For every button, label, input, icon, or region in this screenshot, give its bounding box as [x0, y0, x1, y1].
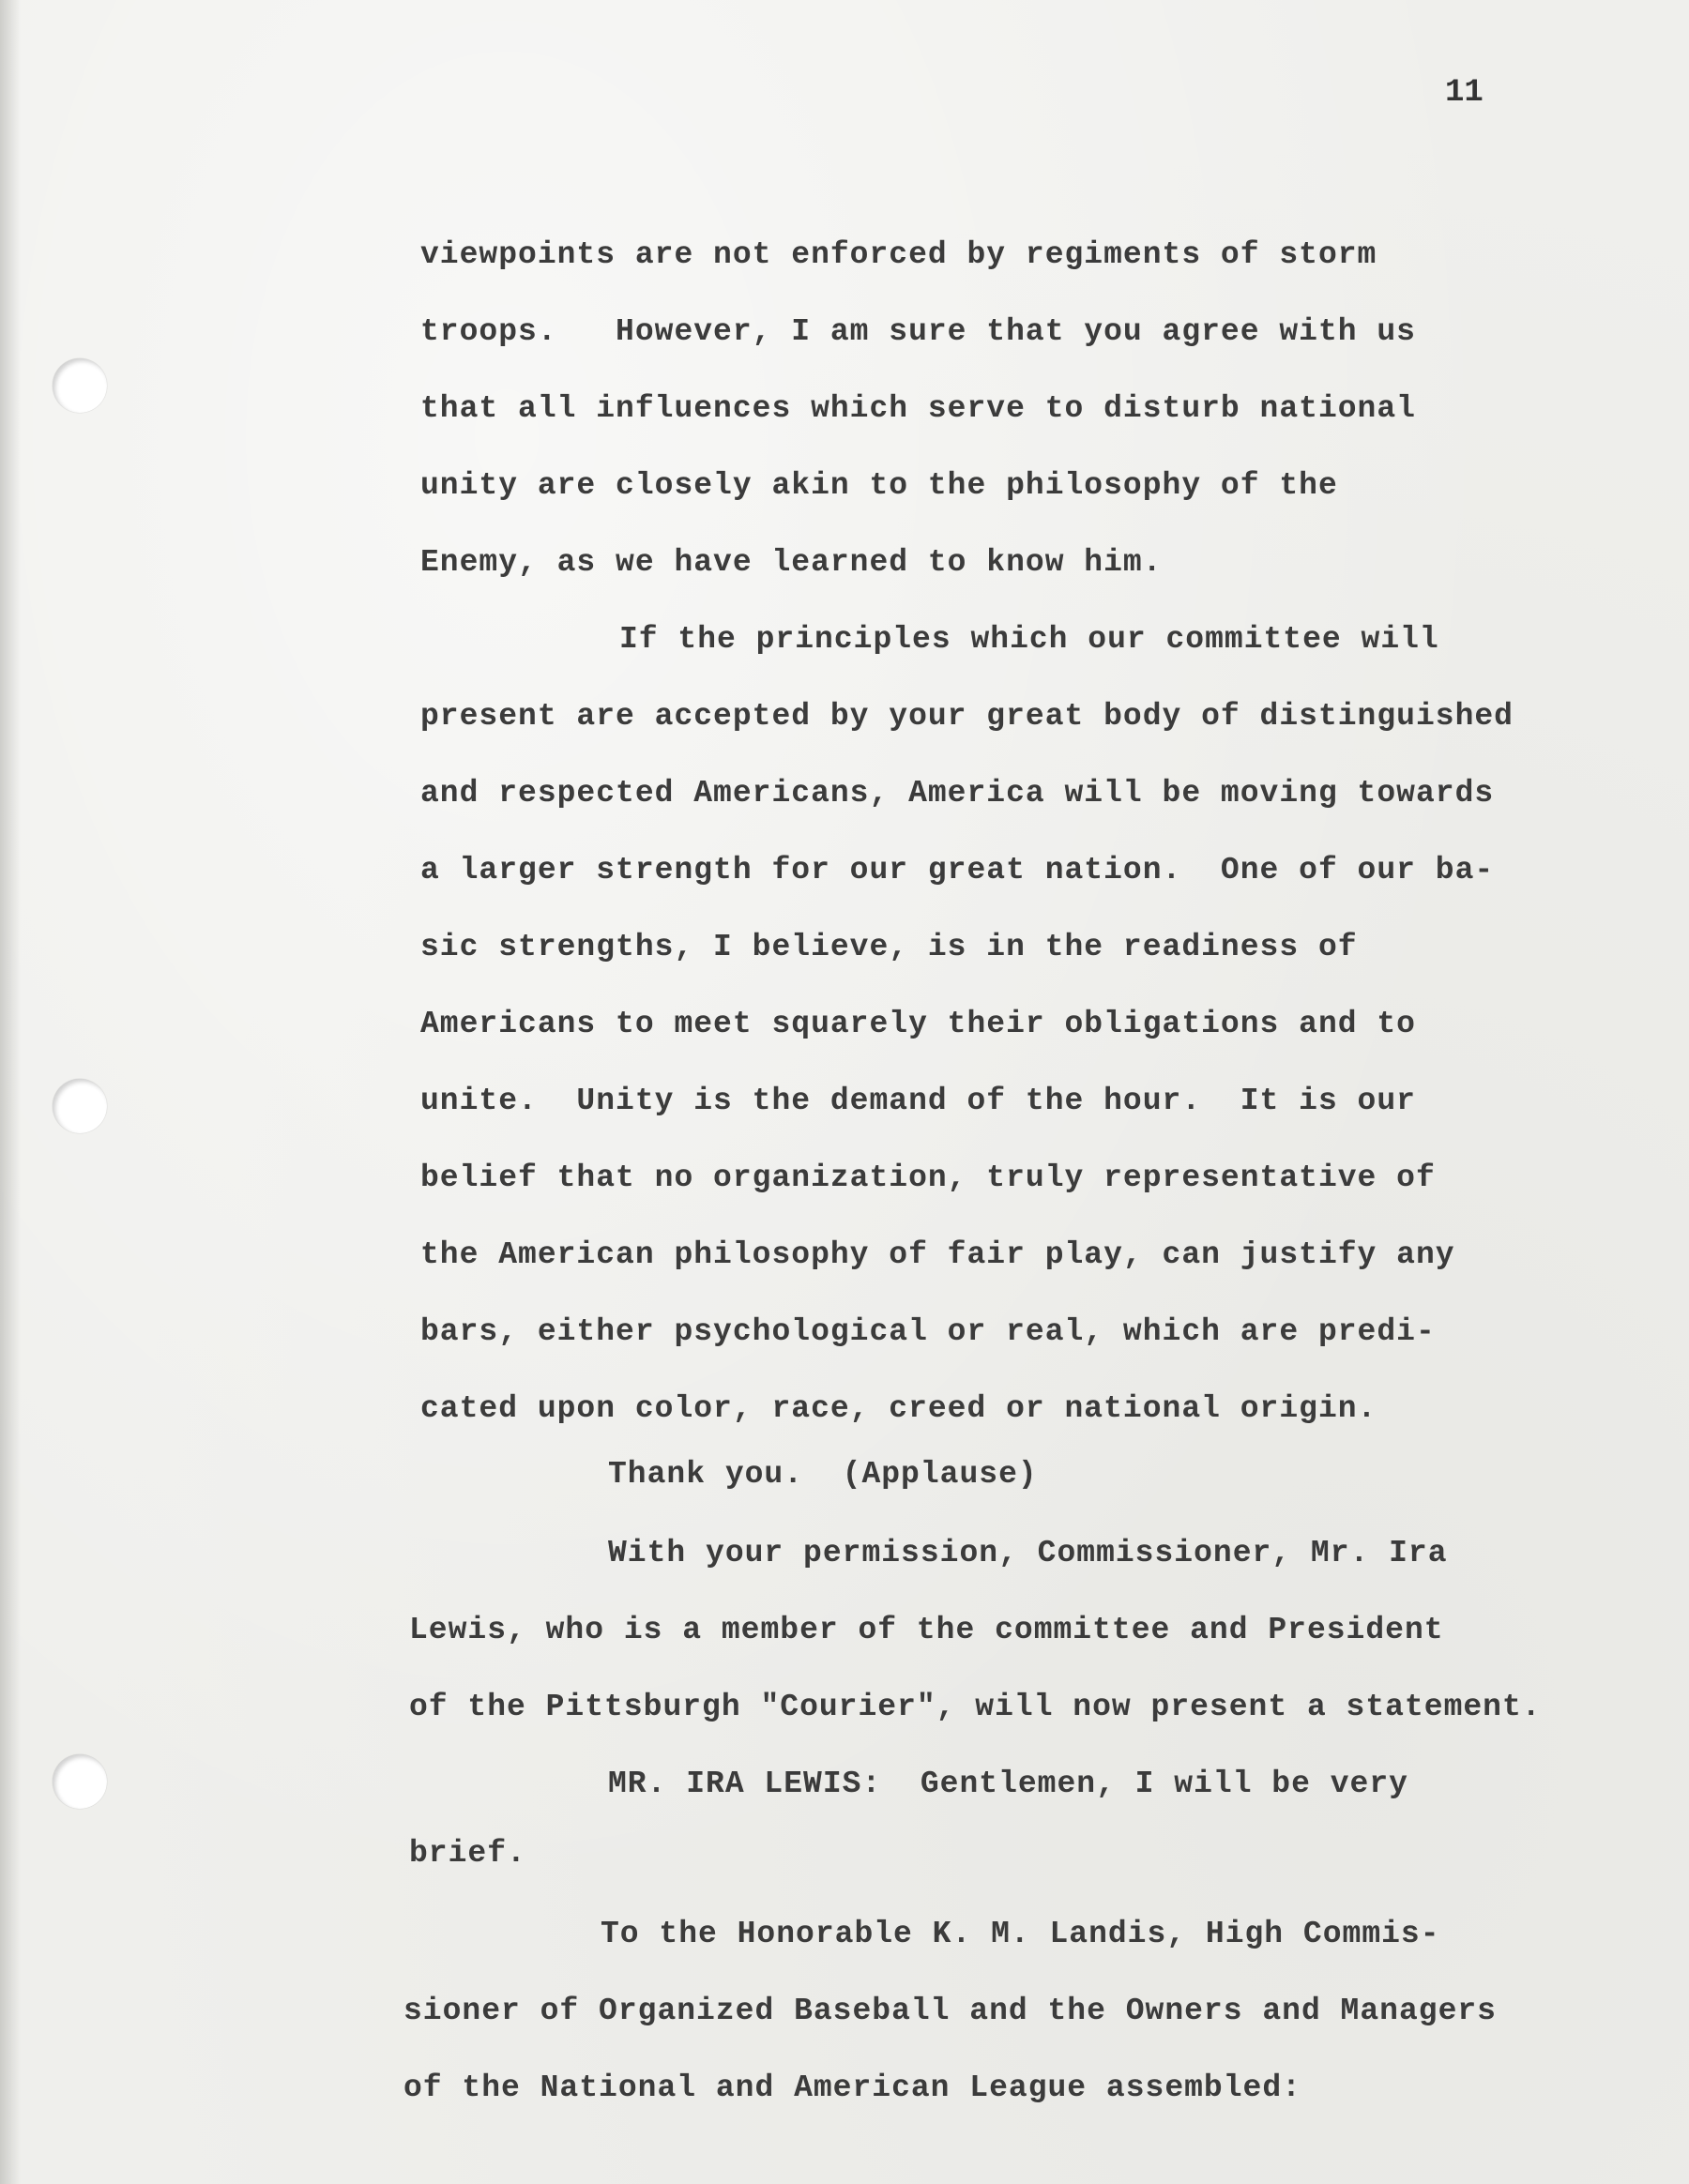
body-line: the American philosophy of fair play, can justify any: [420, 1237, 1455, 1272]
body-line: sic strengths, I believe, is in the readiness of: [420, 930, 1358, 964]
body-line: Lewis, who is a member of the committee and President: [409, 1613, 1444, 1647]
body-line: brief.: [409, 1836, 526, 1871]
body-line: Enemy, as we have learned to know him.: [420, 545, 1163, 580]
punch-hole-top: [53, 358, 107, 413]
punch-hole-bottom: [53, 1754, 107, 1809]
body-line: unite. Unity is the demand of the hour. It is our: [420, 1084, 1416, 1118]
speaker-line: MR. IRA LEWIS: Gentlemen, I will be very: [608, 1767, 1408, 1801]
body-line: of the National and American League assembled:: [403, 2070, 1301, 2105]
punch-hole-middle: [53, 1079, 107, 1133]
body-line: cated upon color, race, creed or national origin.: [420, 1391, 1377, 1426]
body-line: bars, either psychological or real, which are predi-: [420, 1314, 1436, 1349]
page-number: 11: [1445, 75, 1484, 111]
body-line: Thank you. (Applause): [608, 1457, 1038, 1492]
body-line: that all influences which serve to disturb national: [420, 391, 1416, 426]
body-line: If the principles which our committee will: [619, 622, 1439, 657]
body-line: a larger strength for our great nation. One of our ba-: [420, 853, 1495, 887]
body-line: belief that no organization, truly representative of: [420, 1160, 1436, 1195]
body-line: Americans to meet squarely their obligations and to: [420, 1007, 1416, 1041]
body-line: troops. However, I am sure that you agree with us: [420, 314, 1416, 349]
body-line: sioner of Organized Baseball and the Owners and Managers: [403, 1994, 1497, 2028]
body-line: viewpoints are not enforced by regiments of storm: [420, 237, 1377, 272]
body-line: of the Pittsburgh "Courier", will now present a statement.: [409, 1690, 1542, 1724]
body-line: To the Honorable K. M. Landis, High Commis-: [601, 1917, 1440, 1951]
page-edge-shadow: [0, 0, 21, 2184]
body-line: and respected Americans, America will be moving towards: [420, 776, 1495, 811]
body-line: unity are closely akin to the philosophy of the: [420, 468, 1338, 503]
body-line: With your permission, Commissioner, Mr. Ira: [608, 1536, 1448, 1570]
body-line: present are accepted by your great body of distinguished: [420, 699, 1514, 734]
